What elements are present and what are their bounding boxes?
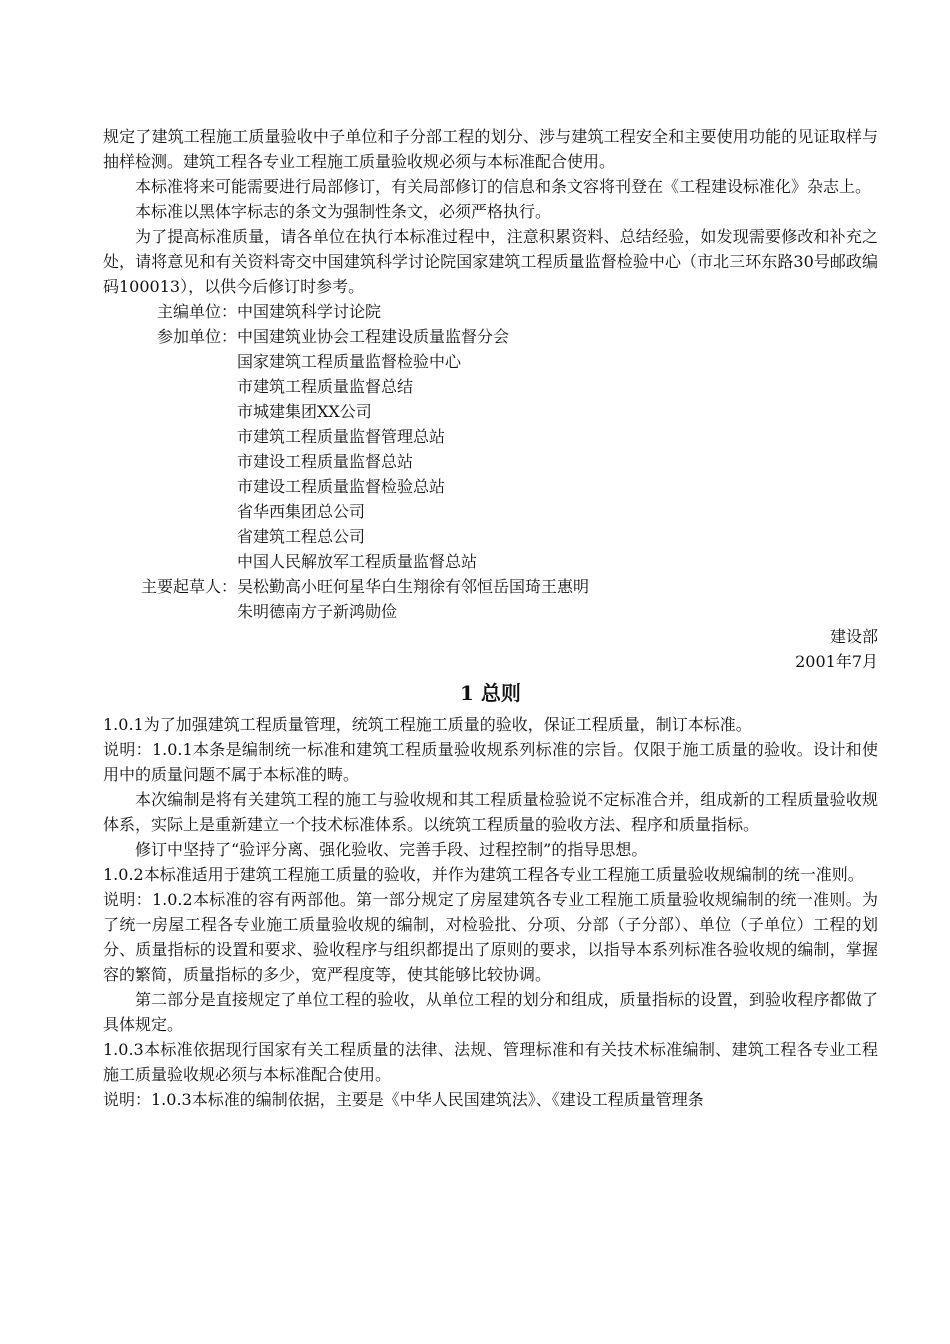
drafter-line: 朱明德南方子新鸿勋俭 xyxy=(237,602,398,621)
clause-1-0-1-note: 说明：1.0.1本条是编制统一标准和建筑工程质量验收规系列标准的宗旨。仅限于施工质量的验收。设计和使用中的质量问题不属于本标准的畴。 xyxy=(103,740,878,784)
document-content xyxy=(103,124,878,1112)
participant-item: 中国建筑业协会工程建设质量监督分会 xyxy=(237,327,510,346)
clause-1-0-2-paragraph-2: 第二部分是直接规定了单位工程的验收，从单位工程的划分和组成，质量指标的设置，到验收程序都做了具体规定。 xyxy=(103,990,878,1034)
chief-editor-value: 中国建筑科学讨论院 xyxy=(237,302,382,321)
participant-item: 省华西集团总公司 xyxy=(237,502,366,521)
drafters-list xyxy=(237,574,878,624)
clause-1-0-1-paragraph-3: 修订中坚持了“验评分离、强化验收、完善手段、过程控制”的指导思想。 xyxy=(135,840,648,859)
drafter-line: 吴松勤高小旺何星华白生翔徐有邻恒岳国琦王惠明 xyxy=(237,577,590,596)
participant-item: 市城建集团XX公司 xyxy=(237,402,372,421)
drafters-row xyxy=(103,574,878,624)
participant-item: 市建筑工程质量监督管理总站 xyxy=(237,427,446,446)
chapter-title: 1 总则 xyxy=(460,681,521,705)
chief-editor-row xyxy=(103,299,878,324)
preface-paragraph-2: 本标准将来可能需要进行局部修订，有关局部修订的信息和条文容将刊登在《工程建设标准化》杂志上。 xyxy=(135,177,872,196)
signature-date: 2001年7月 xyxy=(795,652,878,671)
chief-editor-label: 主编单位： xyxy=(156,302,237,321)
preface-paragraph-3: 本标准以黑体字标志的条文为强制性条文，必须严格执行。 xyxy=(135,202,552,221)
participant-item: 中国人民解放军工程质量监督总站 xyxy=(237,552,478,571)
drafters-label: 主要起草人： xyxy=(140,577,237,596)
preface-paragraph-1: 规定了建筑工程施工质量验收中子单位和子分部工程的划分、涉与建筑工程安全和主要使用功能的见证取样与抽样检测。建筑工程各专业工程施工质量验收规必须与本标准配合使用。 xyxy=(103,127,878,171)
clause-1-0-2-note: 说明：1.0.2本标准的容有两部他。第一部分规定了房屋建筑各专业工程施工质量验收规编制的统一准则。为了统一房屋工程各专业施工质量验收规的编制，对检验批、分项、分部（子分部）、单位（子单位）工程的划分、质量指标的设置和要求、验收程序与组织都提出了原则的要求，以指导本系列标准各验收规的编制，掌握容的繁简，质量指标的多少，宽严程度等，使其能够比较协调。 xyxy=(103,890,878,984)
participants-label: 参加单位： xyxy=(156,327,237,346)
clause-1-0-3-note: 说明：1.0.3本标准的编制依据，主要是《中华人民国建筑法》、《建设工程质量管理条 xyxy=(103,1090,704,1109)
clause-1-0-1: 1.0.1为了加强建筑工程质量管理，统筑工程施工质量的验收，保证工程质量，制订本标准。 xyxy=(103,715,752,734)
participant-item: 市建筑工程质量监督总结 xyxy=(237,377,414,396)
participant-item: 市建设工程质量监督总站 xyxy=(237,452,414,471)
clause-1-0-2: 1.0.2本标准适用于建筑工程施工质量的验收，并作为建筑工程各专业工程施工质量验收规编制的统一准则。 xyxy=(103,865,864,884)
participants-row xyxy=(103,324,878,574)
participants-list xyxy=(237,324,878,574)
participant-item: 市建设工程质量监督检验总站 xyxy=(237,477,446,496)
participant-item: 省建筑工程总公司 xyxy=(237,527,366,546)
clause-1-0-1-paragraph-2: 本次编制是将有关建筑工程的施工与验收规和其工程质量检验说不定标准合并，组成新的工程质量验收规体系，实际上是重新建立一个技术标准体系。以统筑工程质量的验收方法、程序和质量指标。 xyxy=(103,790,878,834)
participant-item: 国家建筑工程质量监督检验中心 xyxy=(237,352,462,371)
clause-1-0-3: 1.0.3本标准依据现行国家有关工程质量的法律、法规、管理标准和有关技术标准编制、建筑工程各专业工程施工质量验收规必须与本标准配合使用。 xyxy=(103,1040,878,1084)
preface-paragraph-4: 为了提高标准质量，请各单位在执行本标准过程中，注意积累资料、总结经验，如发现需要修改和补充之处，请将意见和有关资料寄交中国建筑科学讨论院国家建筑工程质量监督检验中心（市北三环东路30号邮政编码100013），以供今后修订时参考。 xyxy=(103,227,878,296)
signature-org: 建设部 xyxy=(829,627,878,646)
